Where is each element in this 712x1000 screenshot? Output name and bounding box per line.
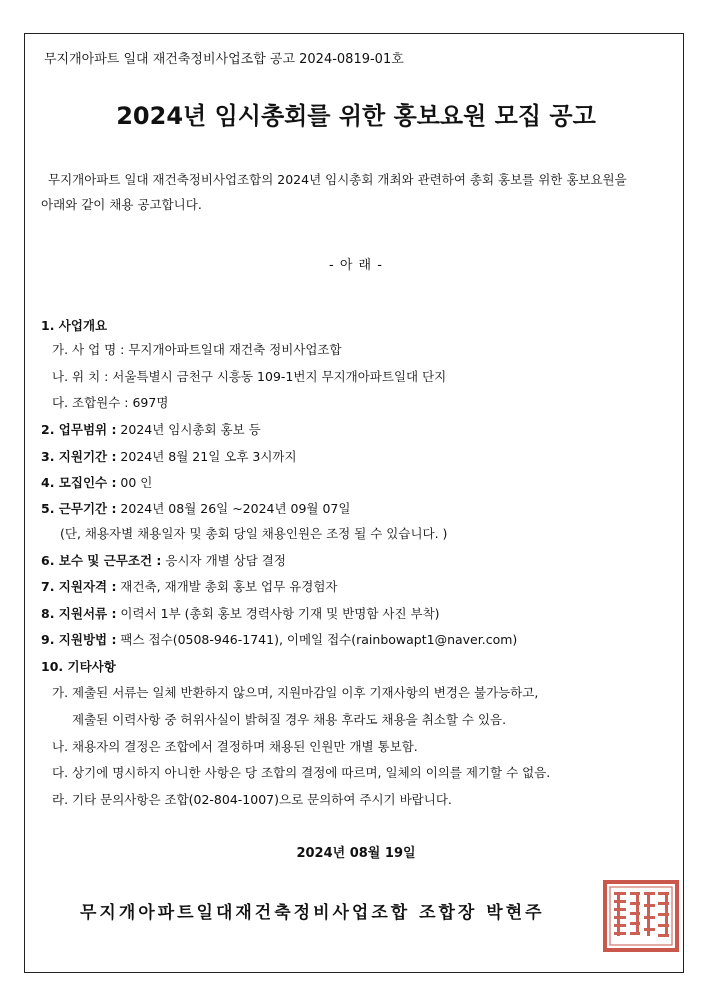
section-9-value: 팩스 접수(0508-946-1741), 이메일 접수(rainbowapt1@naver.com) [116, 632, 518, 647]
section-7-label: 7. 지원자격 : [41, 579, 117, 594]
section-10c: 다. 상기에 명시하지 아니한 사항은 당 조합의 결정에 따르며, 일체의 이의를 제기할 수 없음. [52, 765, 551, 780]
section-1a-business-name: 가. 사 업 명 : 무지개아파트일대 재건축 정비사업조합 [52, 342, 342, 357]
section-1b-location: 나. 위 치 : 서울특별시 금천구 시흥동 109-1번지 무지개아파트일대 단지 [52, 369, 447, 384]
section-6-label: 6. 보수 및 근무조건 : [41, 553, 162, 568]
section-1-label: 1. 사업개요 [41, 318, 108, 333]
section-4-label: 4. 모집인수 : [41, 475, 117, 490]
section-8-label: 8. 지원서류 : [41, 606, 117, 621]
section-10d: 라. 기타 문의사항은 조합(02-804-1007)으로 문의하여 주시기 바랍니다. [52, 792, 452, 807]
section-1c-members: 다. 조합원수 : 697명 [52, 395, 169, 410]
section-5-label: 5. 근무기간 : [41, 501, 117, 516]
section-9-method [41, 630, 517, 648]
section-7-qualification [41, 577, 337, 595]
section-10-label: 10. 기타사항 [41, 659, 116, 674]
signature-line: 무지개아파트일대재건축정비사업조합 조합장 박현주 [80, 903, 545, 923]
section-5-work-period [41, 499, 350, 517]
section-2-label: 2. 업무범위 : [41, 422, 117, 437]
notice-reference-number: 무지개아파트 일대 재건축정비사업조합 공고 2024-0819-01호 [44, 52, 404, 67]
section-5-note: (단, 채용자별 채용일자 및 총회 당일 채용인원은 조정 될 수 있습니다. ) [60, 526, 448, 541]
section-8-value: 이력서 1부 (총회 홍보 경력사항 기재 및 반명함 사진 부착) [116, 606, 440, 621]
section-10-heading [41, 657, 116, 675]
intro-line-2: 아래와 같이 채용 공고합니다. [41, 197, 202, 212]
section-5-value: 2024년 08월 26일 ~2024년 09월 07일 [116, 501, 351, 516]
section-3-period [41, 447, 297, 465]
notice-title: 2024년 임시총회를 위한 홍보요원 모집 공고 [116, 102, 596, 130]
section-7-value: 재건축, 재개발 총회 홍보 업무 유경험자 [116, 579, 338, 594]
section-4-value: 00 인 [116, 475, 153, 490]
section-3-value: 2024년 8월 21일 오후 3시까지 [116, 449, 297, 464]
section-10a-line-1: 가. 제출된 서류는 일체 반환하지 않으며, 지원마감일 이후 기재사항의 변경은 불가능하고, [52, 685, 539, 700]
section-4-headcount [41, 473, 152, 491]
section-3-label: 3. 지원기간 : [41, 449, 117, 464]
notice-date: 2024년 08월 19일 [296, 846, 416, 861]
intro-line-1: 무지개아파트 일대 재건축정비사업조합의 2024년 임시총회 개최와 관련하여 총회 홍보를 위한 홍보요원을 [48, 172, 627, 187]
section-6-value: 응시자 개별 상담 결정 [161, 553, 286, 568]
section-10a-line-2: 제출된 이력사항 중 허위사실이 밝혀질 경우 채용 후라도 채용을 취소할 수 있음. [72, 712, 507, 727]
section-2-value: 2024년 임시총회 홍보 등 [116, 422, 261, 437]
section-10b: 나. 채용자의 결정은 조합에서 결정하며 채용된 인원만 개별 통보함. [52, 739, 418, 754]
section-8-documents [41, 604, 440, 622]
section-2-scope [41, 420, 261, 438]
section-6-pay [41, 551, 286, 569]
ahrae-divider: - 아 래 - [329, 258, 383, 273]
official-seal-stamp [603, 880, 679, 952]
section-1-heading [41, 316, 107, 334]
section-9-label: 9. 지원방법 : [41, 632, 117, 647]
